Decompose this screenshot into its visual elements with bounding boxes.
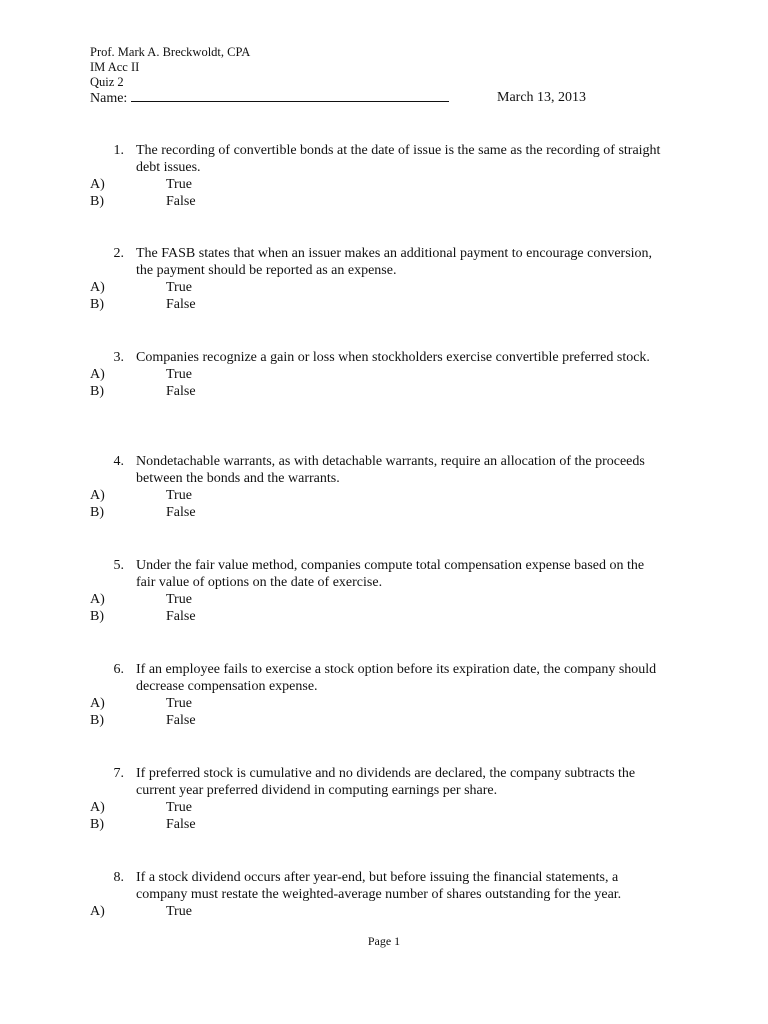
option-label: True [166, 696, 192, 711]
option-a[interactable] [90, 695, 680, 712]
option-label: False [166, 194, 196, 209]
option-a[interactable] [90, 366, 680, 383]
option-letter: B) [90, 194, 104, 209]
option-letter: A) [90, 280, 105, 295]
option-label: False [166, 713, 196, 728]
question-number: 3. [113, 350, 124, 365]
option-label: True [166, 488, 192, 503]
question-number: 6. [113, 662, 124, 677]
option-letter: A) [90, 177, 105, 192]
question-number: 8. [113, 870, 124, 885]
question-2 [90, 245, 680, 313]
name-label: Name: [90, 91, 128, 106]
option-a[interactable] [90, 903, 680, 920]
question-text: The FASB states that when an issuer makes an additional payment to encourage conversion, the payment should be reported as an expense. [136, 246, 653, 278]
question-8 [90, 869, 680, 920]
option-label: False [166, 505, 196, 520]
quiz-date: March 13, 2013 [497, 90, 587, 105]
option-b[interactable] [90, 383, 680, 400]
name-row [90, 89, 650, 108]
question-text: If an employee fails to exercise a stock option before its expiration date, the company should decrease compensation expense. [136, 662, 657, 694]
question-number: 7. [113, 766, 124, 781]
option-letter: B) [90, 817, 104, 832]
option-letter: B) [90, 297, 104, 312]
option-letter: A) [90, 367, 105, 382]
question-text: If preferred stock is cumulative and no dividends are declared, the company subtracts the current year preferred dividend in computing earnings per share. [136, 766, 636, 798]
option-b[interactable] [90, 608, 680, 625]
name-blank-line[interactable] [131, 89, 449, 102]
option-label: True [166, 367, 192, 382]
option-a[interactable] [90, 799, 680, 816]
option-letter: B) [90, 505, 104, 520]
option-label: True [166, 800, 192, 815]
question-number: 4. [113, 454, 124, 469]
option-b[interactable] [90, 712, 680, 729]
option-label: True [166, 592, 192, 607]
option-a[interactable] [90, 279, 680, 296]
question-number: 2. [113, 246, 124, 261]
option-letter: B) [90, 713, 104, 728]
option-label: False [166, 297, 196, 312]
question-5 [90, 557, 680, 625]
option-letter: A) [90, 800, 105, 815]
question-number: 5. [113, 558, 124, 573]
option-a[interactable] [90, 487, 680, 504]
option-label: True [166, 280, 192, 295]
option-label: True [166, 177, 192, 192]
question-text: The recording of convertible bonds at the date of issue is the same as the recording of straight debt issues. [136, 143, 661, 175]
question-6 [90, 661, 680, 729]
page-number: Page 1 [367, 934, 401, 948]
question-text: Companies recognize a gain or loss when stockholders exercise convertible preferred stock. [136, 350, 650, 365]
option-b[interactable] [90, 504, 680, 521]
option-label: True [166, 904, 192, 919]
option-letter: B) [90, 609, 104, 624]
professor-name: Prof. Mark A. Breckwoldt, CPA [90, 45, 251, 59]
option-letter: A) [90, 904, 105, 919]
option-b[interactable] [90, 296, 680, 313]
question-text: If a stock dividend occurs after year-end, but before issuing the financial statements, a company must restate the weighted-average number of shares outstanding for the year. [136, 870, 622, 902]
option-a[interactable] [90, 591, 680, 608]
course-name: IM Acc II [90, 60, 140, 74]
question-text: Under the fair value method, companies compute total compensation expense based on the fair value of options on the date of exercise. [136, 558, 645, 590]
option-letter: A) [90, 696, 105, 711]
option-letter: A) [90, 488, 105, 503]
option-b[interactable] [90, 193, 680, 210]
quiz-title: Quiz 2 [90, 75, 124, 89]
question-1 [90, 142, 680, 210]
question-4 [90, 453, 680, 521]
option-label: False [166, 817, 196, 832]
question-text: Nondetachable warrants, as with detachable warrants, require an allocation of the proceeds between the bonds and the warrants. [136, 454, 645, 486]
option-a[interactable] [90, 176, 680, 193]
question-number: 1. [113, 143, 124, 158]
question-7 [90, 765, 680, 833]
option-letter: B) [90, 384, 104, 399]
option-label: False [166, 384, 196, 399]
option-letter: A) [90, 592, 105, 607]
option-label: False [166, 609, 196, 624]
option-b[interactable] [90, 816, 680, 833]
question-3 [90, 349, 680, 400]
